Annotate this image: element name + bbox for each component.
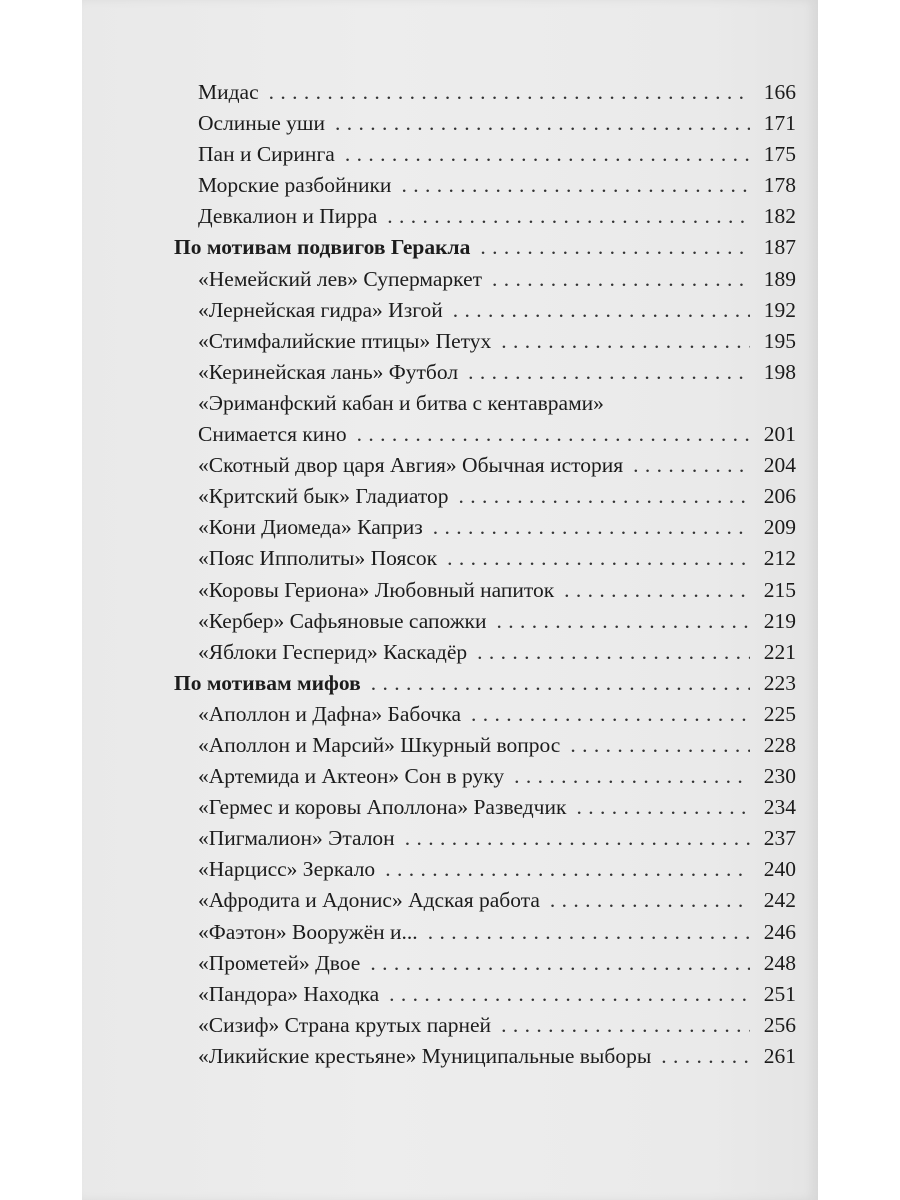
toc-entry-title: «Пояс Ипполиты» Поясок	[198, 546, 438, 571]
toc-entry	[174, 481, 796, 512]
toc-entry-title: «Аполлон и Дафна» Бабочка	[198, 701, 462, 726]
dot-leader	[497, 606, 750, 637]
dot-leader	[477, 637, 750, 668]
dot-leader	[389, 979, 750, 1010]
toc-page-number: 212	[763, 546, 796, 571]
dot-leader	[501, 326, 750, 357]
toc-entry-title: «Критский бык» Гладиатор	[198, 484, 449, 509]
toc-page-number: 178	[763, 173, 796, 198]
toc-entry-title: «Кербер» Сафьяновые сапожки	[198, 608, 487, 633]
toc-entry-title: «Яблоки Гесперид» Каскадёр	[198, 639, 468, 664]
toc-page-number: 246	[763, 919, 796, 944]
toc-page-number: 182	[763, 204, 796, 229]
toc-page-number: 234	[763, 795, 796, 820]
toc-entry	[174, 1010, 796, 1041]
toc-page-number: 189	[763, 266, 796, 291]
dot-leader	[501, 1010, 750, 1041]
toc-section-entry	[174, 668, 796, 699]
toc-entry-title: «Керинейская лань» Футбол	[198, 359, 459, 384]
toc-entry	[174, 823, 796, 854]
toc-entry	[174, 979, 796, 1010]
toc-entry-title: «Лернейская гидра» Изгой	[198, 297, 443, 322]
toc-entry-title: «Эриманфский кабан и битва с кентаврами»	[198, 390, 604, 415]
toc-entry	[174, 792, 796, 823]
toc-entry-title: Ослиные уши	[198, 111, 325, 136]
toc-page-number: 198	[763, 359, 796, 384]
toc-entry	[174, 139, 796, 170]
dot-leader	[370, 948, 750, 979]
toc-entry	[174, 77, 796, 108]
toc-entry-title: «Немейский лев» Супермаркет	[198, 266, 483, 291]
toc-entry	[174, 1041, 796, 1072]
dot-leader	[458, 481, 750, 512]
toc-entry	[174, 512, 796, 543]
toc-entry	[174, 948, 796, 979]
dot-leader	[401, 170, 750, 201]
toc-entry-title: «Пандора» Находка	[198, 981, 380, 1006]
dot-leader	[405, 823, 750, 854]
toc-entry-title: «Пигмалион» Эталон	[198, 826, 395, 851]
toc-entry-title: Пан и Сиринга	[198, 142, 335, 167]
toc-page-number: 215	[763, 577, 796, 602]
toc-entry-title: «Фаэтон» Вооружён и...	[198, 919, 418, 944]
dot-leader	[471, 699, 750, 730]
toc-page-number: 192	[763, 297, 796, 322]
toc-entry	[174, 295, 796, 326]
toc-page-number: 251	[763, 981, 796, 1006]
dot-leader	[492, 264, 750, 295]
toc-entry	[174, 606, 796, 637]
toc-entry-title: «Сизиф» Страна крутых парней	[198, 1012, 492, 1037]
toc-page-number: 230	[763, 764, 796, 789]
dot-leader	[357, 419, 750, 450]
toc-entry	[174, 357, 796, 388]
dot-leader	[633, 450, 750, 481]
toc-page-number: 209	[763, 515, 796, 540]
toc-page-number: 201	[763, 422, 796, 447]
toc-entry-title: «Стимфалийские птицы» Петух	[198, 328, 492, 353]
toc-entry-title: Девкалион и Пирра	[198, 204, 378, 229]
toc-entry	[174, 730, 796, 761]
dot-leader	[514, 761, 750, 792]
toc-entry-title: «Прометей» Двое	[198, 950, 361, 975]
toc-entry-title: «Нарцисс» Зеркало	[198, 857, 376, 882]
toc-page-number: 204	[763, 453, 796, 478]
toc-entry-title: По мотивам подвигов Геракла	[174, 235, 471, 260]
toc-entry	[174, 170, 796, 201]
dot-leader	[371, 668, 750, 699]
toc-section-entry	[174, 232, 796, 263]
toc-page-number: 261	[763, 1043, 796, 1068]
dot-leader	[433, 512, 750, 543]
dot-leader	[447, 543, 750, 574]
table-of-contents	[174, 77, 796, 1072]
toc-entry-title: По мотивам мифов	[174, 670, 361, 695]
toc-page-number: 171	[763, 111, 796, 136]
dot-leader	[661, 1041, 750, 1072]
toc-entry-title: «Афродита и Адонис» Адская работа	[198, 888, 540, 913]
toc-page-number: 248	[763, 950, 796, 975]
toc-page-number: 256	[763, 1012, 796, 1037]
dot-leader	[564, 575, 750, 606]
toc-page-number: 237	[763, 826, 796, 851]
toc-entry	[174, 699, 796, 730]
toc-page-number: 206	[763, 484, 796, 509]
dot-leader	[550, 885, 750, 916]
toc-entry-title: «Гермес и коровы Аполлона» Разведчик	[198, 795, 567, 820]
toc-page-number: 225	[763, 701, 796, 726]
toc-entry	[174, 637, 796, 668]
toc-entry	[174, 450, 796, 481]
toc-entry	[174, 326, 796, 357]
dot-leader	[345, 139, 750, 170]
toc-page-number: 166	[763, 80, 796, 104]
toc-entry	[174, 917, 796, 948]
toc-entry	[174, 108, 796, 139]
toc-page-number: 195	[763, 328, 796, 353]
toc-page-number: 223	[763, 670, 796, 695]
toc-page-number: 240	[763, 857, 796, 882]
toc-page-number: 221	[763, 639, 796, 664]
dot-leader	[385, 854, 750, 885]
toc-entry	[174, 419, 796, 450]
toc-entry	[174, 388, 796, 419]
toc-page-number: 219	[763, 608, 796, 633]
toc-entry-title: Снимается кино	[198, 422, 347, 447]
toc-page-number: 228	[763, 732, 796, 757]
toc-entry-title: «Кони Диомеда» Каприз	[198, 515, 423, 540]
dot-leader	[335, 108, 750, 139]
dot-leader	[570, 730, 750, 761]
dot-leader	[576, 792, 750, 823]
dot-leader	[468, 357, 750, 388]
toc-entry	[174, 854, 796, 885]
toc-entry	[174, 575, 796, 606]
toc-page-number: 242	[763, 888, 796, 913]
toc-entry-title: Морские разбойники	[198, 173, 392, 198]
toc-entry-title: «Аполлон и Марсий» Шкурный вопрос	[198, 732, 561, 757]
dot-leader	[480, 232, 750, 263]
toc-entry	[174, 885, 796, 916]
toc-page-number: 187	[763, 235, 796, 260]
dot-leader	[269, 77, 750, 108]
dot-leader	[453, 295, 750, 326]
toc-entry-title: «Скотный двор царя Авгия» Обычная история	[198, 453, 624, 478]
toc-entry	[174, 201, 796, 232]
toc-page-number: 175	[763, 142, 796, 167]
toc-entry-title: «Коровы Гериона» Любовный напиток	[198, 577, 555, 602]
dot-leader	[428, 917, 750, 948]
toc-entry-title: «Артемида и Актеон» Сон в руку	[198, 764, 505, 789]
toc-entry	[174, 264, 796, 295]
dot-leader	[387, 201, 750, 232]
toc-entry-title: «Ликийские крестьяне» Муниципальные выборы	[198, 1043, 652, 1068]
toc-entry	[174, 543, 796, 574]
toc-entry	[174, 761, 796, 792]
toc-entry-title: Мидас	[198, 80, 259, 104]
